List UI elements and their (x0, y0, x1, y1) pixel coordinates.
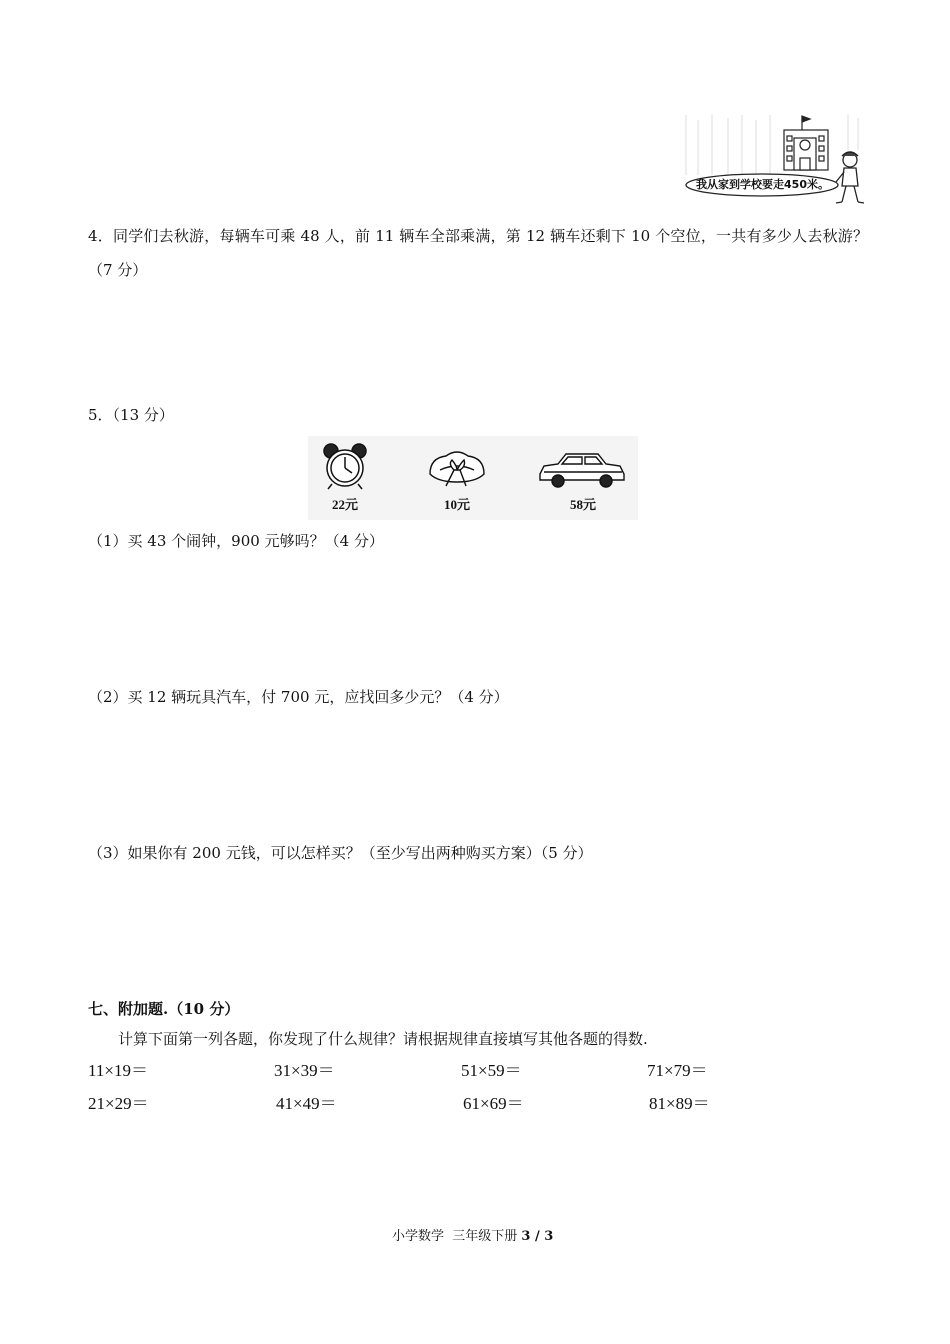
section-7-title: 七、附加题.（10 分） (88, 1000, 240, 1018)
calc-71x79: 71×79＝ (647, 1061, 708, 1080)
toy-car-icon (536, 450, 626, 490)
question-5-part-1: （1）买 43 个闹钟，900 元够吗？（4 分） (88, 532, 384, 550)
toy-car-price: 58元 (569, 497, 596, 512)
alarm-clock-price: 22元 (331, 497, 358, 512)
question-5-header: 5．（13 分） (88, 406, 174, 424)
items-strip (308, 436, 638, 520)
question-5-part-2: （2）买 12 辆玩具汽车，付 700 元，应找回多少元？（4 分） (88, 688, 509, 706)
section-7-instruction: 计算下面第一列各题，你发现了什么规律？请根据规律直接填写其他各题的得数. (118, 1030, 648, 1048)
question-4: 4．同学们去秋游，每辆车可乘 48 人，前 11 辆车全部乘满，第 12 辆车还剩下 10 个空位，一共有多少人去秋游？（7 分） (88, 227, 868, 279)
hat-price: 10元 (443, 497, 470, 512)
school-building-icon (676, 110, 866, 210)
calc-21x29: 21×29＝ (88, 1094, 149, 1113)
calc-51x59: 51×59＝ (461, 1061, 522, 1080)
hat-icon (426, 448, 488, 490)
alarm-clock-icon (322, 442, 368, 490)
page-number: 3 / 3 (521, 1229, 554, 1244)
school-illustration (676, 110, 866, 210)
calc-11x19: 11×19＝ (88, 1061, 148, 1080)
calc-61x69: 61×69＝ (463, 1094, 524, 1113)
speech-bubble-text: 我从家到学校要走450米。 (696, 178, 829, 191)
calc-41x49: 41×49＝ (276, 1094, 337, 1113)
calc-31x39: 31×39＝ (274, 1061, 335, 1080)
page-footer (392, 1227, 553, 1247)
question-5-part-3: （3）如果你有 200 元钱，可以怎样买？（至少写出两种购买方案）（5 分） (88, 844, 593, 862)
calc-81x89: 81×89＝ (649, 1094, 710, 1113)
footer-text: 小学数学 三年级下册 (392, 1229, 522, 1244)
